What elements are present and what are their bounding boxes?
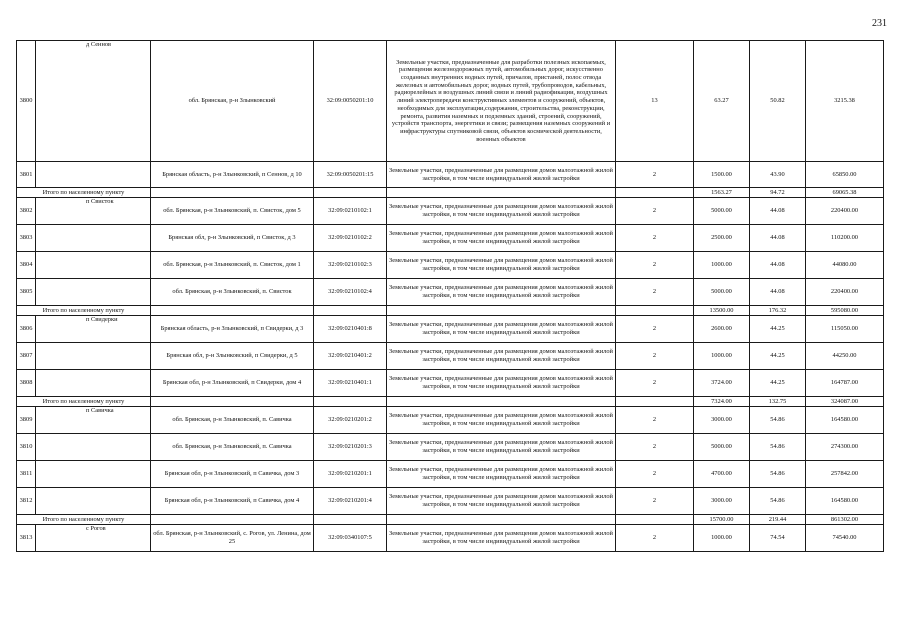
land-use-purpose: Земельные участки, предназначенные для размещения домов малоэтажной жилой застройки, в том числе индивидуальной жилой застройки bbox=[387, 525, 616, 552]
row-number: 3802 bbox=[17, 198, 36, 225]
subtotal-area: 7324.00 bbox=[694, 397, 750, 407]
use-group: 2 bbox=[616, 225, 694, 252]
area-value: 63.27 bbox=[694, 41, 750, 162]
locality-name bbox=[36, 162, 151, 188]
row-number: 3800 bbox=[17, 41, 36, 162]
cadastral-value: 220400.00 bbox=[806, 198, 884, 225]
empty-cell bbox=[151, 515, 314, 525]
subtotal-row bbox=[17, 188, 884, 198]
specific-value: 54.86 bbox=[750, 434, 806, 461]
area-value: 1000.00 bbox=[694, 343, 750, 370]
land-use-purpose: Земельные участки, предназначенные для размещения домов малоэтажной жилой застройки, в том числе индивидуальной жилой застройки bbox=[387, 370, 616, 397]
empty-cell bbox=[387, 188, 616, 198]
table-row bbox=[17, 316, 884, 343]
subtotal-price: 94.72 bbox=[750, 188, 806, 198]
table-row bbox=[17, 461, 884, 488]
cadastral-value: 110200.00 bbox=[806, 225, 884, 252]
cadastral-value: 115050.00 bbox=[806, 316, 884, 343]
subtotal-total: 595080.00 bbox=[806, 306, 884, 316]
use-group: 2 bbox=[616, 525, 694, 552]
subtotal-row bbox=[17, 306, 884, 316]
row-number: 3808 bbox=[17, 370, 36, 397]
land-use-purpose: Земельные участки, предназначенные для размещения домов малоэтажной жилой застройки, в том числе индивидуальной жилой застройки bbox=[387, 407, 616, 434]
specific-value: 74.54 bbox=[750, 525, 806, 552]
empty-cell bbox=[151, 306, 314, 316]
land-use-purpose: Земельные участки, предназначенные для размещения домов малоэтажной жилой застройки, в том числе индивидуальной жилой застройки bbox=[387, 434, 616, 461]
area-value: 5000.00 bbox=[694, 279, 750, 306]
cadastral-value: 65850.00 bbox=[806, 162, 884, 188]
address-cell: Брянская обл, р-н Злынковский, п Свидерки, дом 4 bbox=[151, 370, 314, 397]
subtotal-label: Итого по населенному пункту bbox=[17, 188, 151, 198]
subtotal-price: 132.75 bbox=[750, 397, 806, 407]
cadastral-number: 32:09:0340107:5 bbox=[314, 525, 387, 552]
locality-name bbox=[36, 252, 151, 279]
locality-name: д Сеннов bbox=[36, 41, 151, 162]
address-cell: обл. Брянская, р-н Злынковский, п. Свисток, дом 1 bbox=[151, 252, 314, 279]
cadastral-value: 3215.38 bbox=[806, 41, 884, 162]
cadastral-number: 32:09:0210201:2 bbox=[314, 407, 387, 434]
row-number: 3811 bbox=[17, 461, 36, 488]
specific-value: 43.90 bbox=[750, 162, 806, 188]
specific-value: 44.08 bbox=[750, 225, 806, 252]
area-value: 1500.00 bbox=[694, 162, 750, 188]
specific-value: 50.82 bbox=[750, 41, 806, 162]
specific-value: 44.08 bbox=[750, 279, 806, 306]
table-row bbox=[17, 41, 884, 162]
address-cell: Брянская обл, р-н Злынковский, п Свисток, д 3 bbox=[151, 225, 314, 252]
address-cell: Брянская обл, р-н Злынковский, п Свидерки, д 5 bbox=[151, 343, 314, 370]
cadastral-value: 274300.00 bbox=[806, 434, 884, 461]
land-use-purpose: Земельные участки, предназначенные для размещения домов малоэтажной жилой застройки, в том числе индивидуальной жилой застройки bbox=[387, 198, 616, 225]
use-group: 13 bbox=[616, 41, 694, 162]
subtotal-area: 13500.00 bbox=[694, 306, 750, 316]
subtotal-row bbox=[17, 515, 884, 525]
address-cell: Брянская область, р-н Злынковский, п Свидерки, д 3 bbox=[151, 316, 314, 343]
empty-cell bbox=[314, 515, 387, 525]
table-row bbox=[17, 434, 884, 461]
area-value: 3724.00 bbox=[694, 370, 750, 397]
empty-cell bbox=[616, 306, 694, 316]
cadastral-value: 164787.00 bbox=[806, 370, 884, 397]
subtotal-area: 15700.00 bbox=[694, 515, 750, 525]
address-cell: обл. Брянская, р-н Злынковский, с. Рогов, ул. Ленина, дом 25 bbox=[151, 525, 314, 552]
locality-name bbox=[36, 279, 151, 306]
cadastral-value: 44080.00 bbox=[806, 252, 884, 279]
cadastral-number: 32:09:0210401:8 bbox=[314, 316, 387, 343]
address-cell: Брянская область, р-н Злынковский, п Сеннов, д 10 bbox=[151, 162, 314, 188]
row-number: 3806 bbox=[17, 316, 36, 343]
land-use-purpose: Земельные участки, предназначенные для размещения домов малоэтажной жилой застройки, в том числе индивидуальной жилой застройки bbox=[387, 316, 616, 343]
cadastral-number: 32:09:0210102:4 bbox=[314, 279, 387, 306]
subtotal-area: 1563.27 bbox=[694, 188, 750, 198]
specific-value: 44.08 bbox=[750, 252, 806, 279]
use-group: 2 bbox=[616, 343, 694, 370]
area-value: 3000.00 bbox=[694, 407, 750, 434]
locality-name bbox=[36, 225, 151, 252]
subtotal-total: 324087.00 bbox=[806, 397, 884, 407]
row-number: 3813 bbox=[17, 525, 36, 552]
use-group: 2 bbox=[616, 434, 694, 461]
cadastral-value: 164580.00 bbox=[806, 407, 884, 434]
page-number: 231 bbox=[872, 18, 887, 29]
subtotal-row bbox=[17, 397, 884, 407]
row-number: 3809 bbox=[17, 407, 36, 434]
use-group: 2 bbox=[616, 252, 694, 279]
subtotal-label: Итого по населенному пункту bbox=[17, 397, 151, 407]
cadastral-number: 32:09:0050201:10 bbox=[314, 41, 387, 162]
locality-name: с Рогов bbox=[36, 525, 151, 552]
locality-name bbox=[36, 370, 151, 397]
specific-value: 44.25 bbox=[750, 343, 806, 370]
area-value: 1000.00 bbox=[694, 252, 750, 279]
land-use-purpose: Земельные участки, предназначенные для размещения домов малоэтажной жилой застройки, в том числе индивидуальной жилой застройки bbox=[387, 279, 616, 306]
locality-name bbox=[36, 434, 151, 461]
table-row bbox=[17, 198, 884, 225]
table-row bbox=[17, 252, 884, 279]
row-number: 3807 bbox=[17, 343, 36, 370]
subtotal-price: 176.32 bbox=[750, 306, 806, 316]
locality-name: п Свисток bbox=[36, 198, 151, 225]
subtotal-label: Итого по населенному пункту bbox=[17, 515, 151, 525]
address-cell: Брянская обл, р-н Злынковский, п Савичка, дом 4 bbox=[151, 488, 314, 515]
cadastral-value-table bbox=[16, 40, 884, 552]
cadastral-number: 32:09:0210201:4 bbox=[314, 488, 387, 515]
empty-cell bbox=[314, 306, 387, 316]
locality-name bbox=[36, 461, 151, 488]
empty-cell bbox=[616, 188, 694, 198]
table-row bbox=[17, 162, 884, 188]
use-group: 2 bbox=[616, 316, 694, 343]
empty-cell bbox=[616, 397, 694, 407]
land-use-purpose: Земельные участки, предназначенные для размещения домов малоэтажной жилой застройки, в том числе индивидуальной жилой застройки bbox=[387, 225, 616, 252]
empty-cell bbox=[314, 188, 387, 198]
area-value: 5000.00 bbox=[694, 434, 750, 461]
area-value: 4700.00 bbox=[694, 461, 750, 488]
use-group: 2 bbox=[616, 370, 694, 397]
cadastral-number: 32:09:0210401:2 bbox=[314, 343, 387, 370]
table-row bbox=[17, 488, 884, 515]
use-group: 2 bbox=[616, 461, 694, 488]
specific-value: 54.86 bbox=[750, 488, 806, 515]
empty-cell bbox=[616, 515, 694, 525]
subtotal-total: 861302.00 bbox=[806, 515, 884, 525]
use-group: 2 bbox=[616, 162, 694, 188]
area-value: 5000.00 bbox=[694, 198, 750, 225]
row-number: 3801 bbox=[17, 162, 36, 188]
cadastral-value: 44250.00 bbox=[806, 343, 884, 370]
use-group: 2 bbox=[616, 407, 694, 434]
locality-name: п Савичка bbox=[36, 407, 151, 434]
use-group: 2 bbox=[616, 198, 694, 225]
empty-cell bbox=[151, 397, 314, 407]
table-row bbox=[17, 407, 884, 434]
row-number: 3810 bbox=[17, 434, 36, 461]
subtotal-price: 219.44 bbox=[750, 515, 806, 525]
cadastral-value: 220400.00 bbox=[806, 279, 884, 306]
land-use-purpose: Земельные участки, предназначенные для размещения домов малоэтажной жилой застройки, в том числе индивидуальной жилой застройки bbox=[387, 162, 616, 188]
empty-cell bbox=[314, 397, 387, 407]
table-row bbox=[17, 279, 884, 306]
address-cell: Брянская обл, р-н Злынковский, п Савичка, дом 3 bbox=[151, 461, 314, 488]
subtotal-total: 69065.38 bbox=[806, 188, 884, 198]
empty-cell bbox=[387, 306, 616, 316]
row-number: 3805 bbox=[17, 279, 36, 306]
land-use-purpose: Земельные участки, предназначенные для размещения домов малоэтажной жилой застройки, в том числе индивидуальной жилой застройки bbox=[387, 461, 616, 488]
address-cell: обл. Брянская, р-н Злынковский, п. Савичка bbox=[151, 407, 314, 434]
locality-name: п Свидерки bbox=[36, 316, 151, 343]
specific-value: 44.25 bbox=[750, 370, 806, 397]
empty-cell bbox=[387, 515, 616, 525]
table-body bbox=[17, 41, 884, 552]
cadastral-number: 32:09:0050201:15 bbox=[314, 162, 387, 188]
use-group: 2 bbox=[616, 488, 694, 515]
cadastral-number: 32:09:0210102:2 bbox=[314, 225, 387, 252]
address-cell: обл. Брянская, р-н Злынковский bbox=[151, 41, 314, 162]
specific-value: 54.86 bbox=[750, 461, 806, 488]
cadastral-number: 32:09:0210401:1 bbox=[314, 370, 387, 397]
table-row bbox=[17, 525, 884, 552]
address-cell: обл. Брянская, р-н Злынковский, п. Савичка bbox=[151, 434, 314, 461]
cadastral-value: 74540.00 bbox=[806, 525, 884, 552]
specific-value: 44.08 bbox=[750, 198, 806, 225]
cadastral-number: 32:09:0210102:1 bbox=[314, 198, 387, 225]
cadastral-value: 164580.00 bbox=[806, 488, 884, 515]
area-value: 3000.00 bbox=[694, 488, 750, 515]
locality-name bbox=[36, 488, 151, 515]
area-value: 1000.00 bbox=[694, 525, 750, 552]
table-row bbox=[17, 225, 884, 252]
empty-cell bbox=[387, 397, 616, 407]
row-number: 3803 bbox=[17, 225, 36, 252]
cadastral-value: 257842.00 bbox=[806, 461, 884, 488]
cadastral-number: 32:09:0210102:3 bbox=[314, 252, 387, 279]
specific-value: 44.25 bbox=[750, 316, 806, 343]
use-group: 2 bbox=[616, 279, 694, 306]
table-row bbox=[17, 343, 884, 370]
land-use-purpose: Земельные участки, предназначенные для размещения домов малоэтажной жилой застройки, в том числе индивидуальной жилой застройки bbox=[387, 252, 616, 279]
locality-name bbox=[36, 343, 151, 370]
row-number: 3804 bbox=[17, 252, 36, 279]
land-use-purpose: Земельные участки, предназначенные для размещения домов малоэтажной жилой застройки, в том числе индивидуальной жилой застройки bbox=[387, 343, 616, 370]
subtotal-label: Итого по населенному пункту bbox=[17, 306, 151, 316]
land-use-purpose: Земельные участки, предназначенные для размещения домов малоэтажной жилой застройки, в том числе индивидуальной жилой застройки bbox=[387, 488, 616, 515]
empty-cell bbox=[151, 188, 314, 198]
cadastral-number: 32:09:0210201:3 bbox=[314, 434, 387, 461]
row-number: 3812 bbox=[17, 488, 36, 515]
table-row bbox=[17, 370, 884, 397]
area-value: 2500.00 bbox=[694, 225, 750, 252]
specific-value: 54.86 bbox=[750, 407, 806, 434]
address-cell: обл. Брянская, р-н Злынковский, п. Свисток bbox=[151, 279, 314, 306]
land-use-purpose: Земельные участки, предназначенные для разработки полезных ископаемых, размещения железнодорожных путей, автомобильных дорог, искусственно созданных внутренних водных путей, причалов, пристаней, полос отвода железных и автомобильных дорог, водных путей, трубопроводов, кабельных, радиорелейных и воздушных линий связи и линий радиофикации, воздушных линий электропередачи конструктивных элементов и сооружений, объектов, необходимых для эксплуатации,содержания, строительства, реконструкции, ремонта, развития наземных и подземных зданий, строений, сооружений, устройств транспорта, энергетики и связи; размещения наземных сооружений и инфраструктуры спутниковой связи, объектов космической деятельности, военных объектов bbox=[387, 41, 616, 162]
cadastral-number: 32:09:0210201:1 bbox=[314, 461, 387, 488]
area-value: 2600.00 bbox=[694, 316, 750, 343]
address-cell: обл. Брянская, р-н Злынковский, п. Свисток, дом 5 bbox=[151, 198, 314, 225]
